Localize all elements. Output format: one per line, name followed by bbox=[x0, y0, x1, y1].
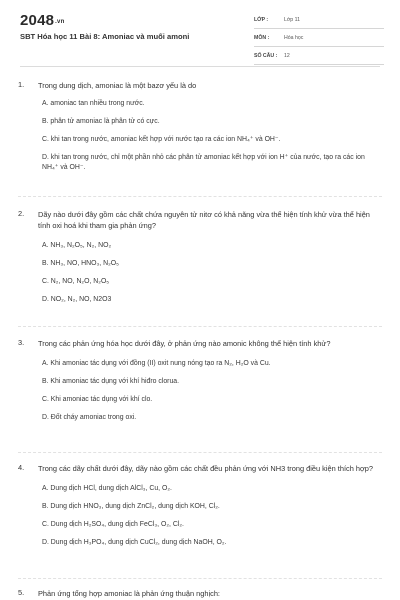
option-d[interactable]: D. khi tan trong nước, chỉ một phần nhỏ các phân tử amoniac kết hợp với ion H⁺ của nước, tạo ra các ion NH₄⁺ và OH⁻. bbox=[42, 154, 365, 171]
option-b[interactable]: B. Dung dịch HNO₃, dung dịch ZnCl₂, dung dịch KOH, Cl₂. bbox=[42, 503, 220, 510]
option-d[interactable]: D. Đốt cháy amoniac trong oxi. bbox=[42, 414, 137, 421]
site-logo[interactable] bbox=[20, 12, 64, 29]
question-separator bbox=[18, 452, 382, 453]
question-number: 2. bbox=[18, 209, 25, 218]
meta-value: Hóa học bbox=[284, 35, 304, 41]
meta-row-count bbox=[254, 50, 384, 65]
option-a[interactable]: A. Khi amoniac tác dụng với đồng (II) oxit nung nóng tạo ra N₂, H₂O và Cu. bbox=[42, 360, 271, 367]
question-separator bbox=[18, 196, 382, 197]
option-a[interactable]: A. Dung dịch HCl, dung dịch AlCl₃, Cu, O₂. bbox=[42, 485, 172, 492]
question-separator bbox=[18, 326, 382, 327]
option-d[interactable]: D. Dung dịch H₃PO₄, dung dịch CuCl₂, dung dịch NaOH, O₂. bbox=[42, 539, 227, 546]
question-text: Trong các phản ứng hóa học dưới đây, ở phản ứng nào amonic không thể hiện tính khử? bbox=[38, 339, 331, 348]
meta-info bbox=[254, 14, 384, 68]
option-d[interactable]: D. NO₂, N₂, NO, N2O3 bbox=[42, 296, 112, 303]
document-title: SBT Hóa học 11 Bài 8: Amoniac và muối amoni bbox=[20, 32, 190, 41]
question-number: 5. bbox=[18, 588, 25, 597]
question-text: Trong dung dịch, amoniac là một bazơ yếu là do bbox=[38, 81, 197, 90]
option-c[interactable]: C. Dung dịch H₂SO₄, dung dịch FeCl₃, O₂, Cl₂. bbox=[42, 521, 184, 528]
header-divider bbox=[20, 66, 380, 67]
question-text: Phản ứng tổng hợp amoniac là phản ứng thuận nghịch: bbox=[38, 589, 220, 598]
meta-label: MÔN : bbox=[254, 35, 270, 41]
question-number: 4. bbox=[18, 463, 25, 472]
meta-label: SỐ CÂU : bbox=[254, 53, 278, 59]
question-text: Dãy nào dưới đây gồm các chất chứa nguyên tử nitơ có khả năng vừa thể hiện tính khử vừa thể hiện tính oxi hoá khi tham gia phản ứng? bbox=[38, 210, 370, 230]
option-c[interactable]: C. khi tan trong nước, amoniac kết hợp với nước tạo ra các ion NH₄⁺ và OH⁻. bbox=[42, 136, 281, 143]
question-1 bbox=[18, 80, 382, 173]
option-c[interactable]: C. Khi amoniac tác dụng với khí clo. bbox=[42, 396, 153, 403]
header bbox=[0, 0, 400, 64]
meta-label: LỚP : bbox=[254, 17, 269, 23]
question-4 bbox=[18, 463, 382, 548]
logo-text: 2048 bbox=[20, 12, 55, 29]
meta-value: Lớp 11 bbox=[284, 17, 300, 23]
meta-value: 12 bbox=[284, 53, 290, 59]
option-b[interactable]: B. NH₃, NO, HNO₃, N₂O₅ bbox=[42, 260, 119, 267]
question-number: 1. bbox=[18, 80, 25, 89]
question-number: 3. bbox=[18, 338, 25, 347]
option-a[interactable]: A. NH₃, N₂O₅, N₂, NO₂ bbox=[42, 242, 112, 249]
question-2 bbox=[18, 209, 382, 305]
option-a[interactable]: A. amoniac tan nhiều trong nước. bbox=[42, 100, 145, 107]
option-b[interactable]: B. Khi amoniac tác dụng với khí hiđro clorua. bbox=[42, 378, 180, 385]
meta-row-class bbox=[254, 14, 384, 29]
question-text: Trong các dãy chất dưới đây, dãy nào gồm các chất đều phản ứng với NH3 trong điều kiện thích hợp? bbox=[38, 464, 374, 473]
option-b[interactable]: B. phân tử amoniac là phân tử có cực. bbox=[42, 118, 160, 125]
question-separator bbox=[18, 578, 382, 579]
meta-row-subject bbox=[254, 32, 384, 47]
question-3 bbox=[18, 338, 382, 423]
logo-suffix: .vn bbox=[55, 19, 65, 25]
option-c[interactable]: C. N₂, NO, N₂O, N₂O₅ bbox=[42, 278, 110, 285]
question-5 bbox=[18, 588, 382, 599]
